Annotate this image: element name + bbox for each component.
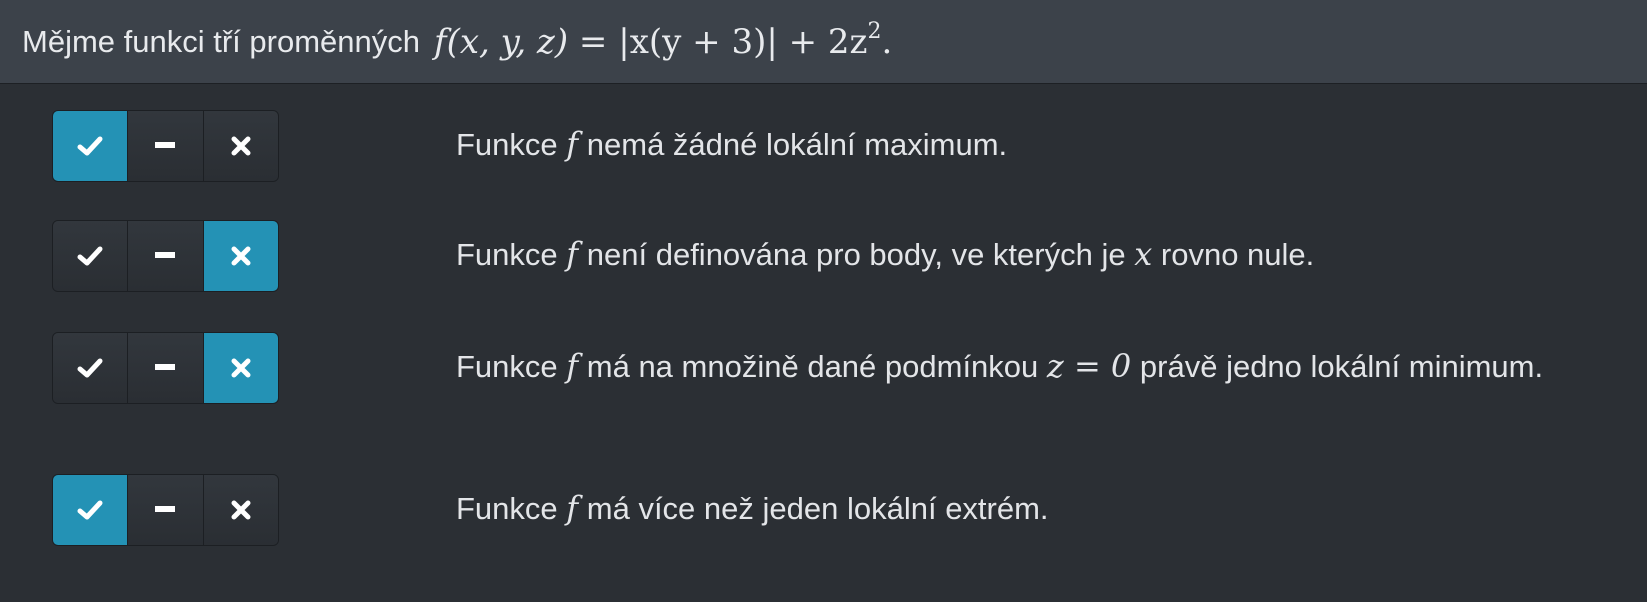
check-icon — [77, 245, 103, 267]
answer-statement-2 — [456, 226, 1556, 283]
question-header — [0, 0, 1647, 84]
answer-row-3 — [52, 332, 1612, 442]
true-button[interactable] — [53, 221, 128, 291]
statement-math: f — [566, 235, 579, 273]
statement-text: právě jedno lokální minimum. — [1139, 349, 1544, 384]
statement-text: rovno nule. — [1160, 237, 1315, 272]
true-button[interactable] — [53, 475, 128, 545]
statement-text: má na množině dané podmínkou — [586, 349, 1039, 384]
neutral-button[interactable] — [128, 475, 203, 545]
statement-math: f — [566, 125, 579, 163]
minus-icon — [155, 252, 175, 260]
answer-toggle-4 — [52, 474, 279, 546]
statement-text: nemá žádné lokální maximum. — [586, 127, 1008, 162]
answer-statement-4 — [456, 480, 1556, 537]
statement-math: x — [1134, 235, 1153, 273]
question-formula — [433, 18, 893, 62]
check-icon — [77, 357, 103, 379]
formula-lhs: f(x, y, z) — [433, 21, 569, 62]
statement-math: f — [566, 489, 579, 527]
minus-icon — [155, 142, 175, 150]
false-button[interactable] — [204, 221, 278, 291]
minus-icon — [155, 506, 175, 514]
statement-text: má více než jeden lokální extrém. — [586, 491, 1049, 526]
answer-toggle-1 — [52, 110, 279, 182]
statement-math: z = 0 — [1046, 347, 1132, 385]
statement-text: Funkce — [456, 237, 558, 272]
cross-icon — [230, 245, 252, 267]
statement-text: Funkce — [456, 127, 558, 162]
answer-row-2 — [52, 220, 1612, 300]
false-button[interactable] — [204, 475, 278, 545]
answer-statement-3 — [456, 338, 1556, 395]
formula-end: . — [881, 21, 893, 62]
answer-toggle-3 — [52, 332, 279, 404]
false-button[interactable] — [204, 333, 278, 403]
cross-icon — [230, 357, 252, 379]
false-button[interactable] — [204, 111, 278, 181]
answer-row-1 — [52, 110, 1612, 190]
cross-icon — [230, 135, 252, 157]
formula-rhs: |x(y + 3)| + 2z — [618, 21, 868, 62]
statement-text: Funkce — [456, 491, 558, 526]
neutral-button[interactable] — [128, 221, 203, 291]
neutral-button[interactable] — [128, 333, 203, 403]
true-button[interactable] — [53, 333, 128, 403]
minus-icon — [155, 364, 175, 372]
cross-icon — [230, 499, 252, 521]
statement-text: Funkce — [456, 349, 558, 384]
true-button[interactable] — [53, 111, 128, 181]
check-icon — [77, 499, 103, 521]
neutral-button[interactable] — [128, 111, 203, 181]
answer-row-4 — [52, 474, 1612, 554]
statement-math: f — [566, 347, 579, 385]
formula-exponent: 2 — [867, 18, 882, 44]
check-icon — [77, 135, 103, 157]
statement-text: není definována pro body, ve kterých je — [586, 237, 1126, 272]
answer-toggle-2 — [52, 220, 279, 292]
formula-eq: = — [578, 21, 608, 62]
answer-statement-1 — [456, 116, 1556, 173]
question-text: Mějme funkci tří proměnných — [22, 23, 420, 59]
